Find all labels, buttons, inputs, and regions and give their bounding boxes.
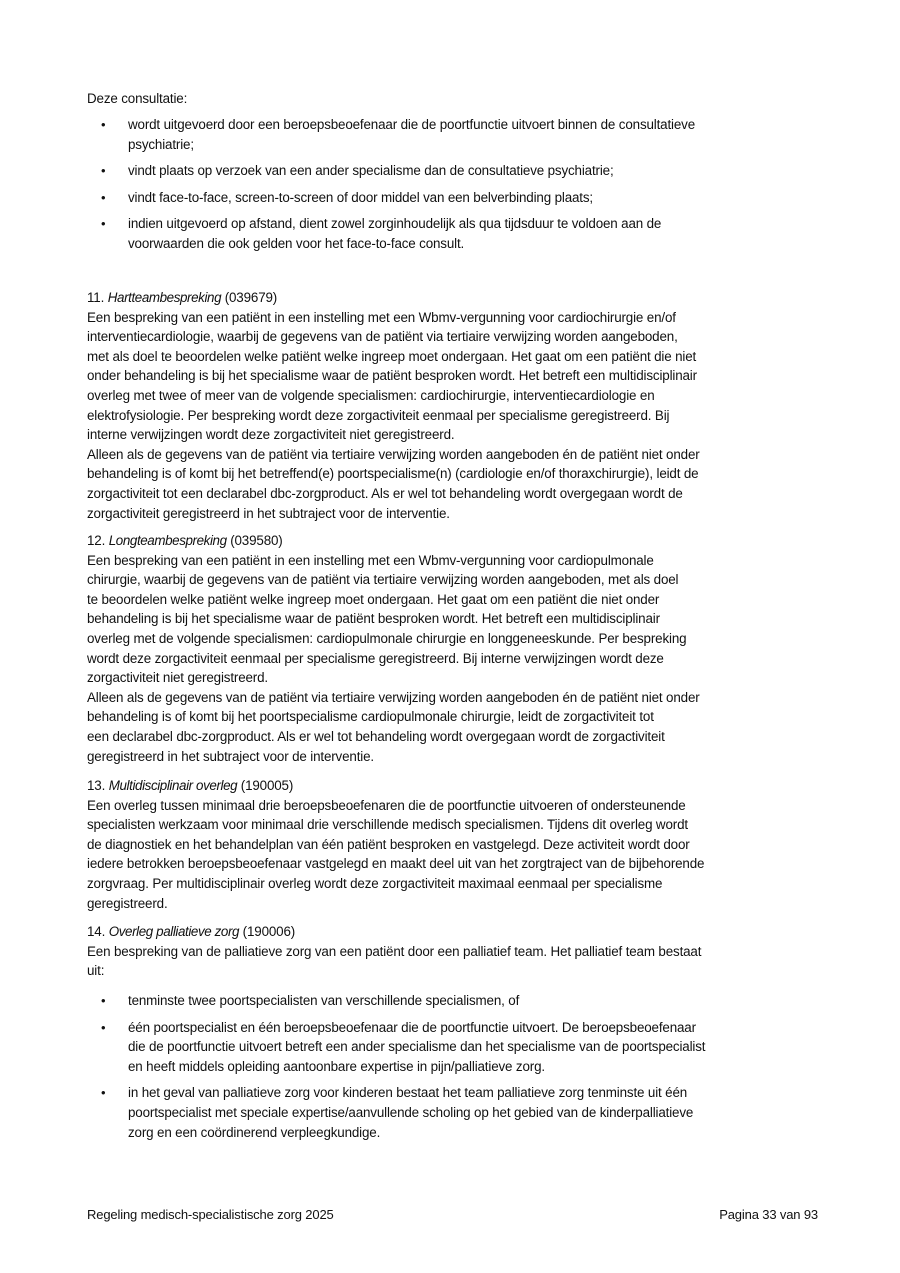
section-code: (190006) [242, 924, 296, 939]
paragraph-line: de diagnostiek en het behandelplan van één patiënt besproken en vastgelegd. Deze activiteit wordt door [87, 836, 690, 852]
list-item-line: wordt uitgevoerd door een beroepsbeoefenaar die de poortfunctie uitvoert binnen de consultatieve [128, 117, 696, 132]
section-overleg-palliatieve-zorg [87, 922, 817, 981]
paragraph-line: met als doel te beoordelen welke patiënt welke ingreep moet ondergaan. Het gaat om een patiënt die niet [87, 348, 697, 364]
section-title: Hartteambespreking [107, 290, 222, 305]
list-item [87, 991, 817, 1011]
section-hartteambespreking [87, 288, 817, 523]
paragraph-line: behandeling is of komt bij het betreffend(e) poortspecialisme(n) (cardiologie en/of thoraxchirurgie), leidt de [87, 466, 699, 482]
paragraph-line: geregistreerd in het subtraject voor de interventie. [87, 748, 374, 764]
paragraph-line: overleg met twee of meer van de volgende specialismen: cardiochirurgie, interventiecardiologie en [87, 387, 655, 403]
intro-bullet-list [87, 115, 817, 261]
list-item [87, 115, 817, 154]
paragraph-line: onder behandeling is bij het specialisme waar de patiënt besproken wordt. Het betreft een multidisciplinair [87, 368, 697, 384]
list-item-line: psychiatrie; [128, 136, 194, 152]
list-item-line: en heeft middels opleiding aantoonbare expertise in pijn/palliatieve zorg. [128, 1058, 545, 1074]
paragraph-line: Een overleg tussen minimaal drie beroepsbeoefenaren die de poortfunctie uitvoeren of ondersteunende [87, 797, 686, 813]
list-item [87, 1083, 817, 1142]
bullet-icon: • [101, 189, 106, 205]
list-item-line: poortspecialist met speciale expertise/aanvullende scholing op het gebied van de kinderpalliatieve [128, 1104, 694, 1120]
bullet-icon: • [101, 1019, 106, 1035]
section-number: 11. [87, 290, 105, 305]
paragraph-line: te beoordelen welke patiënt welke ingreep moet ondergaan. Het gaat om een patiënt die niet onder [87, 591, 660, 607]
bullet-icon: • [101, 216, 106, 232]
paragraph-line: een declarabel dbc-zorgproduct. Als er wel tot behandeling wordt overgegaan wordt de zorgactiviteit [87, 728, 665, 744]
bullet-icon: • [101, 163, 106, 179]
bullet-icon: • [101, 1085, 106, 1101]
footer-page-number: Pagina 33 van 93 [719, 1207, 818, 1222]
section-heading [87, 531, 817, 551]
list-item [87, 1018, 817, 1077]
paragraph-line: zorgactiviteit geregistreerd in het subtraject voor de interventie. [87, 505, 450, 521]
section-heading [87, 288, 817, 308]
section-title: Multidisciplinair overleg [108, 778, 238, 793]
section-title: Overleg palliatieve zorg [108, 924, 240, 939]
paragraph-line: uit: [87, 963, 105, 979]
paragraph-line: Alleen als de gegevens van de patiënt via tertiaire verwijzing worden aangeboden én de patiënt niet onder [87, 446, 700, 462]
list-item [87, 188, 817, 208]
paragraph-line: behandeling is of komt bij het poortspecialisme cardiopulmonale chirurgie, leidt de zorgactiviteit tot [87, 709, 654, 725]
list-item [87, 214, 817, 253]
section-number: 13. [87, 778, 106, 793]
bullet-icon: • [101, 993, 106, 1008]
list-item-line: zorg en een coördinerend verpleegkundige. [128, 1124, 381, 1140]
section-code: (039679) [224, 290, 278, 305]
intro-label [87, 89, 817, 109]
list-item-line: die de poortfunctie uitvoert betreft een ander specialisme dan het specialisme van de poortspecialist [128, 1039, 706, 1055]
paragraph-line: Alleen als de gegevens van de patiënt via tertiaire verwijzing worden aangeboden én de patiënt niet onder [87, 689, 700, 705]
list-item-line: in het geval van palliatieve zorg voor kinderen bestaat het team palliatieve zorg tenminste uit één [128, 1085, 688, 1101]
paragraph-line: zorgvraag. Per multidisciplinair overleg wordt deze zorgactiviteit maximaal eenmaal per specialisme [87, 875, 663, 891]
section-longteambespreking [87, 531, 817, 766]
paragraph-line: interne verwijzingen wordt deze zorgactiviteit niet geregistreerd. [87, 427, 455, 443]
section-title: Longteambespreking [108, 533, 227, 548]
section-number: 14. [87, 924, 106, 939]
paragraph-line: overleg met de volgende specialismen: cardiopulmonale chirurgie en longgeneeskunde. Per bespreking [87, 630, 687, 646]
paragraph-line: interventiecardiologie, waarbij de gegevens van de patiënt via tertiaire verwijzing worden aangeboden, [87, 329, 678, 345]
intro-label-text: Deze consultatie: [87, 91, 188, 106]
paragraph-line: wordt deze zorgactiviteit eenmaal per specialisme geregistreerd. Bij interne verwijzingen wordt deze [87, 650, 664, 666]
section-number: 12. [87, 533, 106, 548]
section-multidisciplinair-overleg [87, 776, 817, 913]
list-item-line: vindt plaats op verzoek van een ander specialisme dan de consultatieve psychiatrie; [128, 163, 614, 179]
paragraph-line: elektrofysiologie. Per bespreking wordt deze zorgactiviteit eenmaal per specialisme geregistreerd. Bij [87, 407, 670, 423]
list-item-line: één poortspecialist en één beroepsbeoefenaar die de poortfunctie uitvoert. De beroepsbeoefenaar [128, 1019, 696, 1035]
list-item-line: indien uitgevoerd op afstand, dient zowel zorginhoudelijk als qua tijdsduur te voldoen aan de [128, 216, 662, 232]
paragraph-line: geregistreerd. [87, 895, 168, 911]
section-heading [87, 776, 817, 796]
paragraph-line: chirurgie, waarbij de gegevens van de patiënt via tertiaire verwijzing worden aangeboden, met als doel [87, 572, 679, 588]
paragraph-line: Een bespreking van de palliatieve zorg van een patiënt door een palliatief team. Het palliatief team bestaat [87, 943, 702, 959]
paragraph-line: behandeling is bij het specialisme waar de patiënt besproken wordt. Het betreft een multidisciplinair [87, 611, 660, 627]
list-item-line: voorwaarden die ook gelden voor het face-to-face consult. [128, 235, 465, 251]
section-code: (190005) [240, 778, 294, 793]
bullet-icon: • [101, 117, 106, 132]
paragraph-line: Een bespreking van een patiënt in een instelling met een Wbmv-vergunning voor cardiochirurgie en/of [87, 309, 676, 325]
paragraph-line: iedere betrokken beroepsbeoefenaar vastgelegd en maakt deel uit van het zorgtraject van de bijbehorende [87, 856, 705, 872]
section-code: (039580) [230, 533, 283, 548]
paragraph-line: Een bespreking van een patiënt in een instelling met een Wbmv-vergunning voor cardiopulmonale [87, 552, 654, 568]
section-heading [87, 922, 817, 942]
paragraph-line: specialisten werkzaam voor minimaal drie verschillende medisch specialismen. Tijdens dit overleg wordt [87, 817, 688, 833]
list-item [87, 161, 817, 181]
footer-document-title: Regeling medisch-specialistische zorg 2025 [87, 1207, 334, 1222]
paragraph-line: zorgactiviteit tot een declarabel dbc-zorgproduct. Als er wel tot behandeling wordt overgegaan wordt de [87, 485, 683, 501]
list-item-line: vindt face-to-face, screen-to-screen of door middel van een belverbinding plaats; [128, 189, 593, 205]
palliatief-team-bullet-list [87, 991, 817, 1149]
list-item-line: tenminste twee poortspecialisten van verschillende specialismen, of [128, 993, 520, 1008]
paragraph-line: zorgactiviteit niet geregistreerd. [87, 670, 268, 686]
